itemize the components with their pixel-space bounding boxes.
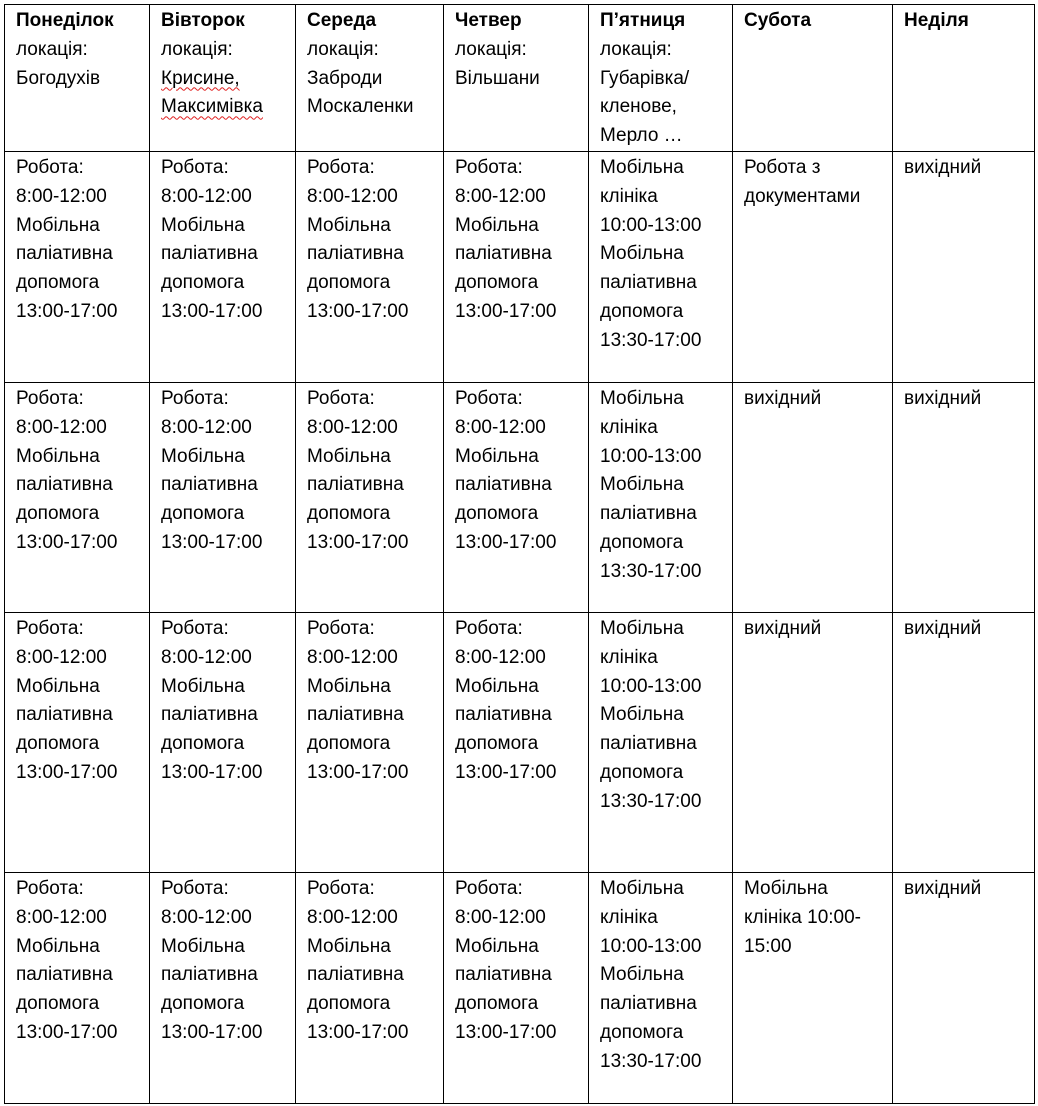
table-row	[5, 382, 1035, 612]
header-cell-thursday	[444, 5, 589, 152]
location-prefix: локація:	[161, 38, 233, 60]
header-row	[5, 5, 1035, 152]
schedule-cell: Робота: 8:00-12:00 Мобільна паліативна допомога 13:00-17:00	[150, 151, 296, 382]
schedule-cell: Мобільна клініка 10:00-13:00 Мобільна паліативна допомога 13:30-17:00	[589, 872, 733, 1103]
location-label: локація: Заброди Москаленки	[307, 38, 414, 118]
table-row	[5, 151, 1035, 382]
spellcheck-marked-text: Крисине, Максимівка	[161, 67, 263, 118]
schedule-cell: Робота: 8:00-12:00 Мобільна паліативна допомога 13:00-17:00	[5, 872, 150, 1103]
header-cell-monday	[5, 5, 150, 152]
location-label	[161, 36, 287, 122]
header-cell-tuesday	[150, 5, 296, 152]
day-name: Неділя	[904, 10, 969, 31]
schedule-cell: вихідний	[893, 151, 1035, 382]
schedule-cell: Робота: 8:00-12:00 Мобільна паліативна допомога 13:00-17:00	[296, 612, 444, 872]
schedule-cell: вихідний	[893, 872, 1035, 1103]
schedule-cell: вихідний	[893, 382, 1035, 612]
schedule-cell: Робота: 8:00-12:00 Мобільна паліативна допомога 13:00-17:00	[296, 382, 444, 612]
schedule-cell: Робота з документами	[733, 151, 893, 382]
schedule-cell: Робота: 8:00-12:00 Мобільна паліативна допомога 13:00-17:00	[5, 151, 150, 382]
day-name: Субота	[744, 10, 812, 31]
schedule-cell: вихідний	[893, 612, 1035, 872]
header-cell-wednesday	[296, 5, 444, 152]
schedule-cell: Робота: 8:00-12:00 Мобільна паліативна допомога 13:00-17:00	[444, 382, 589, 612]
location-label: локація: Губарівка/ кленове, Мерло …	[600, 38, 690, 147]
location-label: локація: Вільшани	[455, 38, 540, 89]
day-name: П’ятниця	[600, 10, 686, 31]
header-cell-saturday	[733, 5, 893, 152]
schedule-cell: Мобільна клініка 10:00-13:00 Мобільна паліативна допомога 13:30-17:00	[589, 612, 733, 872]
schedule-cell: Робота: 8:00-12:00 Мобільна паліативна допомога 13:00-17:00	[150, 382, 296, 612]
day-name: Середа	[307, 10, 377, 31]
day-name: Вівторок	[161, 10, 245, 31]
schedule-cell: Робота: 8:00-12:00 Мобільна паліативна допомога 13:00-17:00	[296, 151, 444, 382]
schedule-cell: Робота: 8:00-12:00 Мобільна паліативна допомога 13:00-17:00	[150, 612, 296, 872]
schedule-cell: Мобільна клініка 10:00-13:00 Мобільна паліативна допомога 13:30-17:00	[589, 151, 733, 382]
schedule-cell: Робота: 8:00-12:00 Мобільна паліативна допомога 13:00-17:00	[444, 151, 589, 382]
schedule-cell: Мобільна клініка 10:00- 15:00	[733, 872, 893, 1103]
table-row	[5, 612, 1035, 872]
schedule-cell: Робота: 8:00-12:00 Мобільна паліативна допомога 13:00-17:00	[5, 382, 150, 612]
day-name: Понеділок	[16, 10, 114, 31]
table-row	[5, 872, 1035, 1103]
schedule-cell: Робота: 8:00-12:00 Мобільна паліативна допомога 13:00-17:00	[150, 872, 296, 1103]
location-label: локація: Богодухів	[16, 38, 101, 89]
schedule-cell: Робота: 8:00-12:00 Мобільна паліативна допомога 13:00-17:00	[5, 612, 150, 872]
weekly-schedule-table	[4, 4, 1035, 1104]
header-cell-friday	[589, 5, 733, 152]
header-cell-sunday	[893, 5, 1035, 152]
schedule-cell: Робота: 8:00-12:00 Мобільна паліативна допомога 13:00-17:00	[296, 872, 444, 1103]
day-name: Четвер	[455, 10, 522, 31]
schedule-cell: Мобільна клініка 10:00-13:00 Мобільна паліативна допомога 13:30-17:00	[589, 382, 733, 612]
schedule-cell: вихідний	[733, 382, 893, 612]
schedule-cell: Робота: 8:00-12:00 Мобільна паліативна допомога 13:00-17:00	[444, 612, 589, 872]
schedule-cell: Робота: 8:00-12:00 Мобільна паліативна допомога 13:00-17:00	[444, 872, 589, 1103]
schedule-cell: вихідний	[733, 612, 893, 872]
